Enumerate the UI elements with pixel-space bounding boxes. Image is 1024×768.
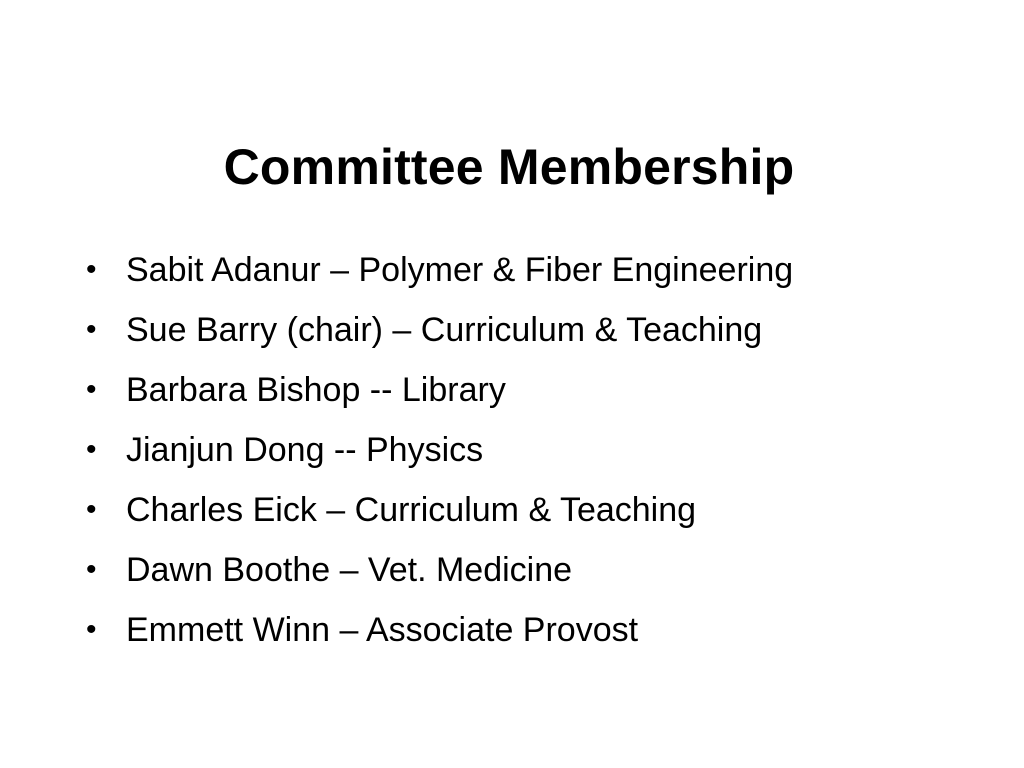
- list-item: [86, 360, 793, 420]
- list-item: [86, 240, 793, 300]
- bullet-icon: •: [86, 373, 97, 406]
- bullet-icon: •: [86, 613, 97, 646]
- member-entry: Sabit Adanur – Polymer & Fiber Engineering: [126, 251, 794, 289]
- member-entry: Emmett Winn – Associate Provost: [126, 611, 639, 649]
- member-list: [86, 240, 793, 660]
- bullet-icon: •: [86, 553, 97, 586]
- list-item: [86, 300, 793, 360]
- member-entry: Dawn Boothe – Vet. Medicine: [126, 551, 573, 589]
- list-item: [86, 480, 793, 540]
- list-item: [86, 540, 793, 600]
- member-entry: Jianjun Dong -- Physics: [126, 431, 484, 469]
- member-entry: Sue Barry (chair) – Curriculum & Teaching: [126, 311, 763, 349]
- bullet-icon: •: [86, 433, 97, 466]
- slide-title: Committee Membership: [223, 139, 795, 195]
- list-item: [86, 600, 793, 660]
- member-entry: Charles Eick – Curriculum & Teaching: [126, 491, 697, 529]
- member-entry: Barbara Bishop -- Library: [126, 371, 506, 409]
- bullet-icon: •: [86, 493, 97, 526]
- bullet-icon: •: [86, 313, 97, 346]
- bullet-icon: •: [86, 253, 97, 286]
- list-item: [86, 420, 793, 480]
